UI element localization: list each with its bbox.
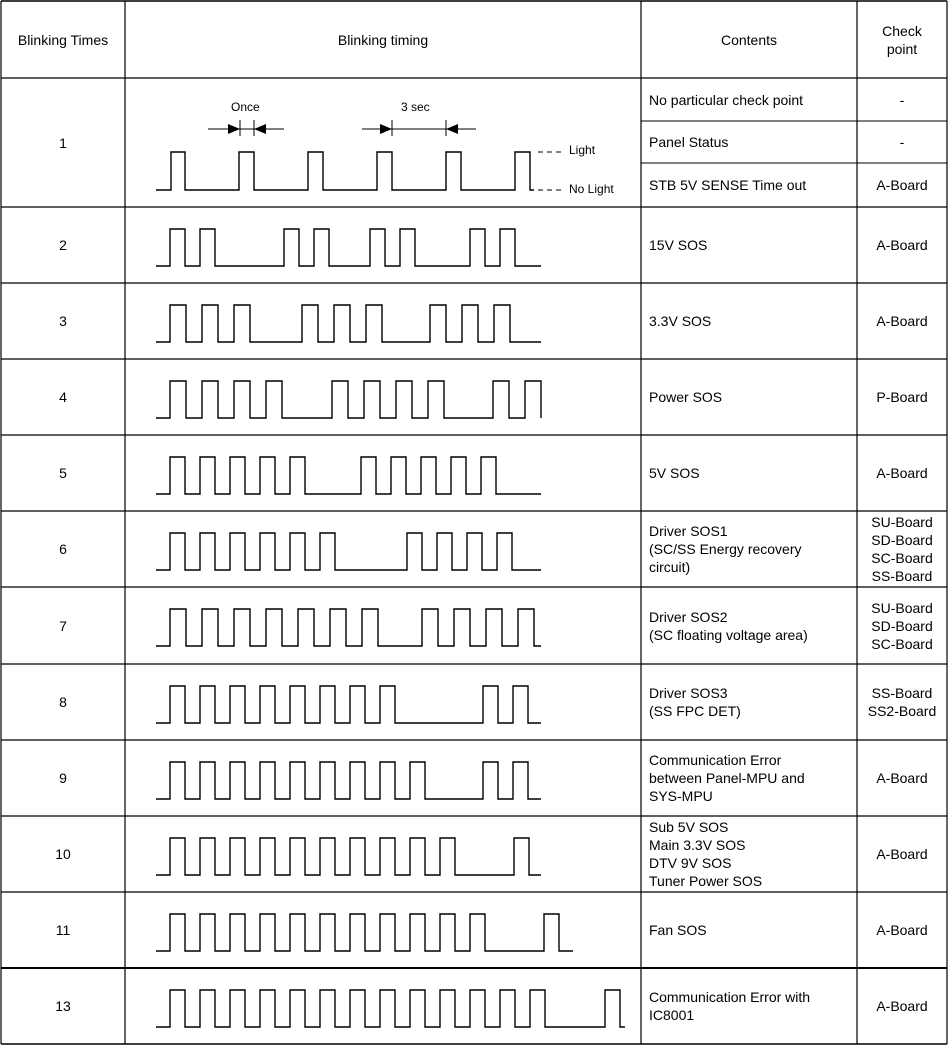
blink-times-value: 8: [59, 694, 67, 710]
check-point-cell: [857, 587, 947, 664]
blink-times-cell: [1, 892, 125, 968]
check-point-cell: [857, 435, 947, 511]
contents-cell: [641, 968, 857, 1044]
check-point-cell: [857, 163, 947, 207]
check-point-value: -: [899, 91, 905, 108]
blink-times-cell: [1, 511, 125, 587]
contents-cell: [641, 892, 857, 968]
blink-times-value: 9: [59, 770, 67, 786]
blink-times-value: 7: [59, 617, 67, 634]
diagram-label-once: Once: [231, 100, 260, 114]
check-point-value: SD-Board: [871, 532, 933, 548]
contents-cell: [641, 587, 857, 664]
contents-line: Driver SOS1: [649, 523, 728, 539]
blink-times-value: 11: [55, 922, 71, 938]
contents-line: circuit): [649, 559, 691, 575]
contents-line: No particular check point: [649, 91, 804, 108]
check-point-value: SS2-Board: [867, 703, 937, 719]
contents-line: Main 3.3V SOS: [649, 837, 746, 853]
waveform-row-13: [156, 990, 625, 1027]
contents-line: STB 5V SENSE Time out: [649, 177, 807, 193]
contents-cell: [641, 511, 857, 587]
blink-times-value: 3: [59, 313, 67, 329]
contents-cell: [641, 121, 857, 163]
contents-line: between Panel-MPU and: [649, 770, 805, 786]
waveform-row-7: [156, 609, 541, 646]
header-blinking-timing-label: Blinking timing: [337, 31, 429, 48]
check-point-cell: [857, 664, 947, 740]
blink-times-cell: [1, 816, 125, 892]
contents-line: Communication Error: [649, 752, 782, 768]
check-point-cell: [857, 740, 947, 816]
header-check-label-line1: Check: [882, 22, 922, 39]
blink-times-value: 1: [59, 134, 67, 151]
contents-line: Tuner Power SOS: [649, 873, 763, 889]
check-point-cell: [857, 511, 947, 587]
contents-line: DTV 9V SOS: [649, 855, 732, 871]
waveform-row-6: [156, 533, 541, 570]
waveform-row-2: [156, 229, 541, 266]
check-point-cell: [857, 78, 947, 121]
check-point-cell: [857, 207, 947, 283]
header-check-label-line2: point: [886, 40, 918, 57]
contents-line: 5V SOS: [649, 465, 700, 481]
waveform-row-4: [156, 381, 541, 418]
check-point-value: -: [899, 134, 905, 150]
blink-times-value: 4: [59, 389, 67, 405]
contents-line: 15V SOS: [649, 237, 708, 253]
header-blinking-times: [1, 1, 125, 78]
waveform-row-10: [156, 838, 541, 875]
check-point-value: A-Board: [876, 998, 928, 1014]
check-point-value: SS-Board: [871, 568, 933, 584]
blink-times-value: 6: [59, 541, 67, 557]
check-point-cell: [857, 816, 947, 892]
header-contents-label: Contents: [720, 31, 778, 48]
contents-line: IC8001: [649, 1007, 695, 1023]
check-point-cell: [857, 283, 947, 359]
contents-line: SYS-MPU: [649, 788, 713, 804]
diagram-label-light: Light: [569, 143, 596, 157]
contents-line: Panel Status: [649, 134, 729, 150]
check-point-value: A-Board: [876, 465, 928, 481]
blink-times-value: 2: [59, 237, 67, 253]
blink-times-value: 5: [59, 465, 67, 481]
check-point-value: SC-Board: [871, 635, 933, 652]
check-point-value: A-Board: [876, 313, 928, 329]
waveform-row-5: [156, 457, 541, 494]
blink-times-value: 10: [55, 846, 71, 862]
check-point-value: A-Board: [876, 846, 928, 862]
waveform-row-1: [156, 152, 534, 190]
check-point-cell: [857, 121, 947, 163]
blink-times-cell: [1, 435, 125, 511]
contents-cell: [641, 207, 857, 283]
check-point-value: SU-Board: [871, 599, 933, 616]
blink-times-cell: [1, 283, 125, 359]
check-point-value: SC-Board: [871, 550, 933, 566]
contents-cell: [641, 816, 857, 892]
check-point-cell: [857, 968, 947, 1044]
header-check-point: [857, 1, 947, 78]
blink-times-cell: [1, 587, 125, 664]
contents-cell: [641, 664, 857, 740]
contents-line: (SC/SS Energy recovery: [649, 541, 802, 557]
waveform-row-3: [156, 305, 541, 342]
blink-times-cell: [1, 740, 125, 816]
contents-line: Driver SOS2: [649, 608, 728, 625]
diagram-label-three-sec: 3 sec: [401, 100, 430, 114]
contents-cell: [641, 283, 857, 359]
contents-line: Sub 5V SOS: [649, 819, 729, 835]
contents-cell: [641, 435, 857, 511]
contents-line: Driver SOS3: [649, 685, 728, 701]
check-point-value: SU-Board: [871, 514, 933, 530]
check-point-value: A-Board: [876, 922, 928, 938]
waveform-row-9: [156, 762, 541, 799]
header-blinking-times-label: Blinking Times: [17, 31, 109, 48]
check-point-value: A-Board: [876, 770, 928, 786]
contents-line: Power SOS: [649, 389, 723, 405]
header-contents: [641, 1, 857, 78]
contents-cell: [641, 78, 857, 121]
waveform-row-8: [156, 686, 541, 723]
diagram-label-no-light: No Light: [569, 182, 614, 196]
check-point-value: A-Board: [876, 177, 928, 193]
waveform-row-11: [156, 914, 573, 951]
contents-line: Communication Error with: [649, 989, 811, 1005]
header-blinking-timing: [125, 1, 641, 78]
check-point-cell: [857, 892, 947, 968]
check-point-value: A-Board: [876, 237, 928, 253]
blink-times-value: 13: [55, 998, 71, 1014]
check-point-value: SD-Board: [871, 617, 933, 634]
contents-line: (SC floating voltage area): [649, 626, 808, 643]
contents-line: 3.3V SOS: [649, 313, 712, 329]
blink-times-cell: [1, 968, 125, 1044]
contents-cell: [641, 740, 857, 816]
check-point-cell: [857, 359, 947, 435]
contents-line: Fan SOS: [649, 922, 707, 938]
check-point-value: P-Board: [876, 389, 928, 405]
blink-times-cell: [1, 664, 125, 740]
check-point-value: SS-Board: [871, 685, 933, 701]
contents-line: (SS FPC DET): [649, 703, 741, 719]
blink-times-cell: [1, 359, 125, 435]
contents-cell: [641, 163, 857, 207]
blink-times-cell: [1, 207, 125, 283]
blink-times-cell: [1, 78, 125, 207]
contents-cell: [641, 359, 857, 435]
